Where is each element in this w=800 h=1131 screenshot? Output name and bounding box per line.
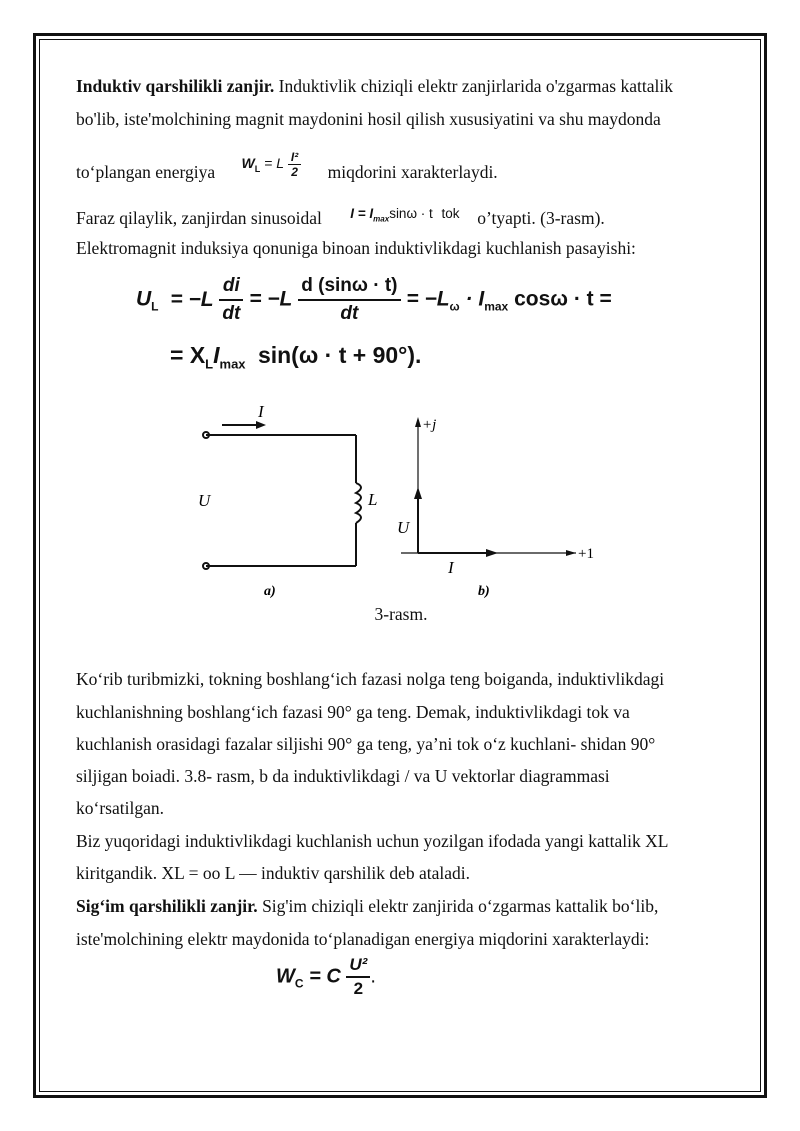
formula-ul-line2-tail: sin(ω · t + 90°). — [257, 342, 422, 368]
para1-line2: bo'lib, iste'molchining magnit maydonini hosil qilish xususiyatini va shu maydonda — [76, 109, 661, 129]
formula-ul — [136, 273, 706, 379]
formula-wc-fraction — [346, 954, 370, 1000]
para6-line1 — [76, 892, 658, 921]
vector-label-plus1: +1 — [578, 546, 594, 562]
inductor-coil — [356, 483, 361, 523]
formula-i-sub: max — [373, 214, 390, 224]
axis-j-arrow — [415, 417, 421, 427]
vector-label-j: +j — [422, 417, 437, 433]
vector-caption-b: b) — [478, 584, 490, 599]
formula-ul-eq1: = −L — [170, 287, 214, 311]
para4-line1: Ko‘rib turibmizki, tokning boshlang‘ich fazasi nolga teng boiganda, induktivlikdagi — [76, 669, 665, 689]
formula-ul-eq3-sub2: max — [484, 299, 509, 314]
formula-ul-frac1-num: di — [219, 273, 243, 301]
para2-before: Faraz qilaylik, zanjirdan sinusoidal — [76, 208, 322, 228]
formula-ul-frac1-den: dt — [222, 303, 241, 324]
formula-i-rest: sinω · t — [389, 206, 433, 221]
para1-line1 — [76, 72, 673, 101]
current-arrow-head — [256, 421, 266, 429]
para1-line3 — [76, 149, 498, 194]
formula-ul-eq3: = −L — [406, 287, 450, 311]
formula-ul-line2-sub2: max — [219, 356, 246, 372]
circuit-label-l: L — [368, 490, 378, 509]
formula-ul-line2-i: I — [213, 342, 220, 368]
para4-line3: kuchlanish orasidagi fazalar siljishi 90° ga teng, ya’ni tok o‘z kuchlani- shidan 90° — [76, 734, 656, 754]
formula-i — [350, 206, 463, 224]
circuit-label-i: I — [258, 403, 264, 421]
formula-wc-tail: . — [370, 965, 376, 988]
formula-ul-frac2-den: dt — [340, 303, 359, 324]
formula-wl-den: 2 — [291, 164, 298, 179]
formula-wl-lhs: W — [241, 155, 255, 171]
formula-wc-eq: = C — [309, 965, 341, 988]
axis-real-arrow — [566, 550, 576, 556]
vector-u-arrow — [414, 487, 422, 499]
formula-ul-frac2 — [298, 273, 400, 327]
vector-diagram — [401, 423, 576, 553]
section-heading-inductive: Induktiv qarshilikli zanjir. — [76, 76, 275, 96]
formula-ul-lhs-sub: L — [151, 299, 159, 314]
para1-text3b: miqdorini xarakterlaydi. — [327, 162, 498, 182]
formula-ul-eq3-sub: ω — [449, 299, 460, 314]
formula-ul-frac2-num: d (sinω · t) — [298, 273, 400, 301]
para4-line5: ko‘rsatilgan. — [76, 798, 164, 818]
para4-line4: siljigan boiadi. 3.8- rasm, b da induktivlikdagi / va U vektorlar diagrammasi — [76, 766, 610, 786]
circuit-diagram — [203, 425, 361, 569]
section-heading-capacitive: Sig‘im qarshilikli zanjir. — [76, 896, 258, 916]
formula-wc-sub: C — [294, 976, 304, 991]
formula-wl-eq: = L — [264, 155, 284, 171]
formula-ul-line2 — [170, 341, 706, 379]
vector-i-arrow — [486, 549, 498, 557]
formula-wc-den: 2 — [353, 979, 364, 998]
formula-wc-num: U² — [346, 954, 370, 978]
para4-line2: kuchlanishning boshlang‘ich fazasi 90° ga teng. Demak, induktivlikdagi tok va — [76, 702, 630, 722]
formula-ul-eq3-rest: · I — [465, 287, 485, 311]
formula-i-tok: tok — [441, 206, 460, 221]
figure-3 — [186, 403, 636, 603]
circuit-label-u: U — [198, 491, 211, 510]
vector-label-u: U — [397, 518, 410, 537]
formula-wl-num: I² — [288, 150, 301, 165]
formula-ul-line2-sub: L — [205, 356, 214, 372]
para3-line: Elektromagnit induksiya qonuniga binoan induktivlikdagi kuchlanish pasayishi: — [76, 238, 636, 258]
circuit-caption-a: a) — [264, 584, 276, 599]
formula-wl-sub: L — [254, 163, 261, 174]
vector-label-i: I — [448, 558, 454, 577]
para1-text1: Induktivlik chiziqli elektr zanjirlarida o'zgarmas kattalik — [274, 76, 673, 96]
para5-line2: kiritgandik. XL = oo L — induktiv qarshilik deb ataladi. — [76, 863, 470, 883]
formula-ul-frac1 — [219, 273, 243, 327]
formula-i-lhs: I = I — [350, 206, 374, 221]
para2-after: o’tyapti. (3-rasm). — [477, 208, 605, 228]
formula-wc-lhs: W — [276, 965, 295, 988]
para6-text1: Sig'im chiziqli elektr zanjirida o‘zgarmas kattalik bo‘lib, — [257, 896, 659, 916]
formula-ul-line2-eq: = X — [170, 342, 206, 368]
formula-ul-lhs: U — [136, 287, 152, 311]
para6-line2: iste'molchining elektr maydonida to‘planadigan energiya miqdorini xarakterlaydi: — [76, 929, 650, 949]
formula-ul-eq3-tail: cosω · t = — [514, 287, 612, 311]
formula-wl — [242, 149, 302, 184]
formula-wl-fraction — [288, 150, 301, 179]
para5-line1: Biz yuqoridagi induktivlikdagi kuchlanish uchun yozilgan ifodada yangi kattalik XL — [76, 831, 669, 851]
formula-ul-line1 — [136, 273, 706, 327]
formula-wc — [276, 954, 376, 1000]
para1-text3a: to‘plangan energiya — [76, 162, 216, 182]
formula-ul-eq2: = −L — [249, 287, 293, 311]
figure-caption: 3-rasm. — [374, 604, 428, 624]
